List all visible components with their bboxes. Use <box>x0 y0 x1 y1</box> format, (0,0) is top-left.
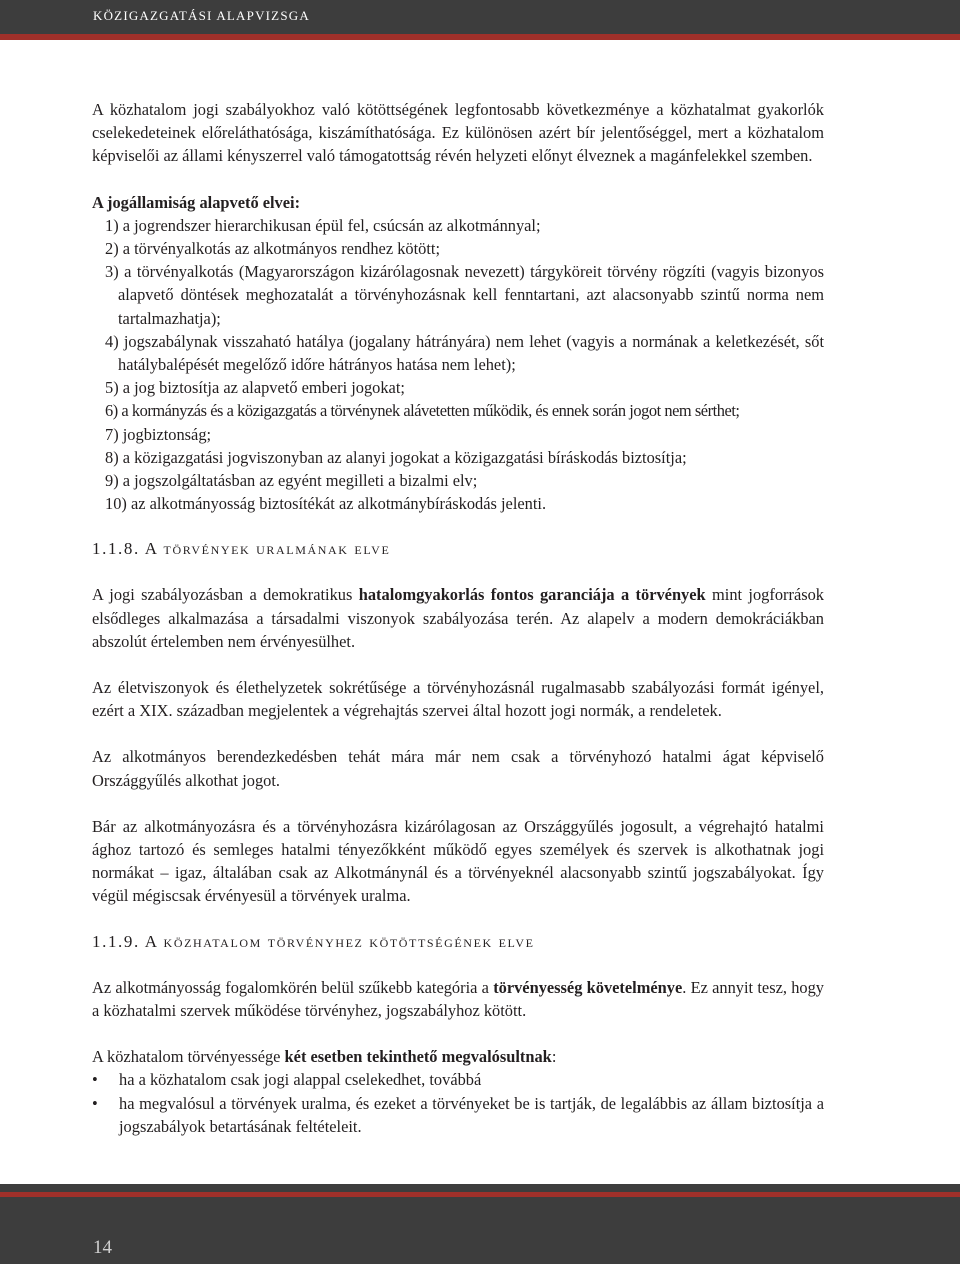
section-119-p1-bold: törvényesség követelménye <box>493 977 683 997</box>
page-number: 14 <box>93 1237 112 1258</box>
principle-item-1: 1) a jogrendszer hierarchikusan épül fel, csúcsán az alkotmánnyal; <box>105 215 541 235</box>
footer-dark-stripe <box>0 1184 960 1192</box>
section-118-p1-end: mint jogforrások elsődleges alkalmazása a társadalmi viszonyok szabályozása terén. Az alapelv a modern demokráciákban abszolút értelemben nem érvényesülhet. <box>92 585 824 651</box>
principle-item-4: 4) jogszabálynak visszaható hatálya (jogalany hátrányára) nem lehet (vagyis a normának a keletkezését, sőt hatálybalépését megelőző időre hátrányos hatása nem lehet); <box>105 331 824 375</box>
section-118-paragraph-1 <box>92 583 824 653</box>
section-heading-1-1-8: 1.1.8. A törvények uralmának elve <box>92 539 391 559</box>
principle-item-7: 7) jogbiztonság; <box>105 424 212 444</box>
principle-item-3: 3) a törvényalkotás (Magyarországon kizárólagosnak nevezett) tárgyköreit törvény rögzíti (vagyis bizonyos alapvető döntések meghozatalát a törvényhozásnak kell fenntartani, azt alacsonyabb szintű norma nem tartalmazhatja); <box>105 262 824 328</box>
section-119-p2-end: : <box>551 1047 557 1067</box>
section-heading-1-1-9: 1.1.9. A közhatalom törvényhez kötöttségének elve <box>92 931 535 951</box>
bullet-item-2-text: ha megvalósul a törvények uralma, és ezeket a törvényeket be is tartják, de legalábbis az állam biztosítja a jogszabályok betartásának feltételeit. <box>119 1093 824 1136</box>
principle-item-9: 9) a jogszolgáltatásban az egyént megilleti a bizalmi elv; <box>105 471 478 491</box>
bullet-item-1 <box>92 1068 824 1091</box>
principle-item-8: 8) a közigazgatási jogviszonyban az alanyi jogokat a közigazgatási bíráskodás biztosítja; <box>105 447 687 467</box>
section-118-p1-bold: hatalomgyakorlás fontos garanciája a törvények <box>358 585 706 605</box>
principle-item-6: 6) a kormányzás és a közigazgatás a törvénynek alávetetten működik, és ennek során jogot nem sérthet; <box>105 401 740 421</box>
running-header-title: KÖZIGAZGATÁSI ALAPVIZSGA <box>93 8 310 23</box>
principles-list <box>92 214 824 516</box>
section-119-paragraph-1 <box>92 976 824 1022</box>
principle-item-5: 5) a jog biztosítja az alapvető emberi jogokat; <box>105 378 405 398</box>
section-118-paragraph-4: Bár az alkotmányozásra és a törvényhozásra kizárólagosan az Országgyűlés jogosult, a végrehajtó hatalmi ághoz tartozó és semleges hatalmi tényezőkként működő egyes személyek és szervek is alkothatnak jogi normákat – igaz, általában csak az Alkotmánynál és a törvényeknél alacsonyabb szintű jogszabályokat. Így végül mégiscsak érvényesül a törvények uralma. <box>92 816 824 906</box>
section-119-paragraph-2 <box>92 1045 824 1068</box>
principle-item-2: 2) a törvényalkotás az alkotmányos rendhez kötött; <box>105 239 440 259</box>
header-accent-stripe <box>0 34 960 40</box>
section-119-p2-start: A közhatalom törvényessége <box>92 1047 285 1067</box>
section-118-paragraph-3: Az alkotmányos berendezkedésben tehát mára már nem csak a törvényhozó hatalmi ágat képviselő Országgyűlés alkothat jogot. <box>92 747 824 790</box>
section-118-p1-start: A jogi szabályozásban a demokratikus <box>92 585 359 605</box>
bullet-dot-icon: • <box>92 1093 98 1113</box>
section-119-p2-bold: két esetben tekinthető megvalósultnak <box>284 1047 552 1067</box>
principle-item-10: 10) az alkotmányosság biztosítékát az alkotmánybíráskodás jelenti. <box>105 494 547 514</box>
footer-bar <box>0 1197 960 1264</box>
section-118-paragraph-2: Az életviszonyok és élethelyzetek sokrétűsége a törvényhozásnál rugalmasabb szabályozási formát igényel, ezért a XIX. században megjelentek a végrehajtás szervei által hozott jogi normák, a rendeletek. <box>92 678 824 721</box>
conditions-bullet-list <box>92 1068 824 1138</box>
principles-heading-text: A jogállamiság alapvető elvei: <box>92 192 301 212</box>
header-bar <box>0 0 960 34</box>
page-body <box>92 98 824 1138</box>
principles-heading <box>92 191 824 214</box>
bullet-item-1-text: ha a közhatalom csak jogi alappal cselekedhet, továbbá <box>119 1070 482 1090</box>
bullet-dot-icon: • <box>92 1070 98 1090</box>
section-119-p1-start: Az alkotmányosság fogalomkörén belül szűkebb kategória a <box>92 977 494 997</box>
intro-paragraph: A közhatalom jogi szabályokhoz való kötöttségének legfontosabb következménye a közhatalmat gyakorlók cselekedeteinek előreláthatósága, kiszámíthatósága. Ez különösen azért bír jelentőséggel, mert a közhatalom képviselői az állami kényszerrel való támogatottság révén helyzeti előnyt élveznek a magánfelekkel szemben. <box>92 100 824 166</box>
section-119-p1-end: . Ez annyit tesz, hogy a közhatalmi szervek működése törvényhez, jogszabályhoz kötött. <box>92 977 824 1020</box>
bullet-item-2 <box>92 1092 824 1138</box>
